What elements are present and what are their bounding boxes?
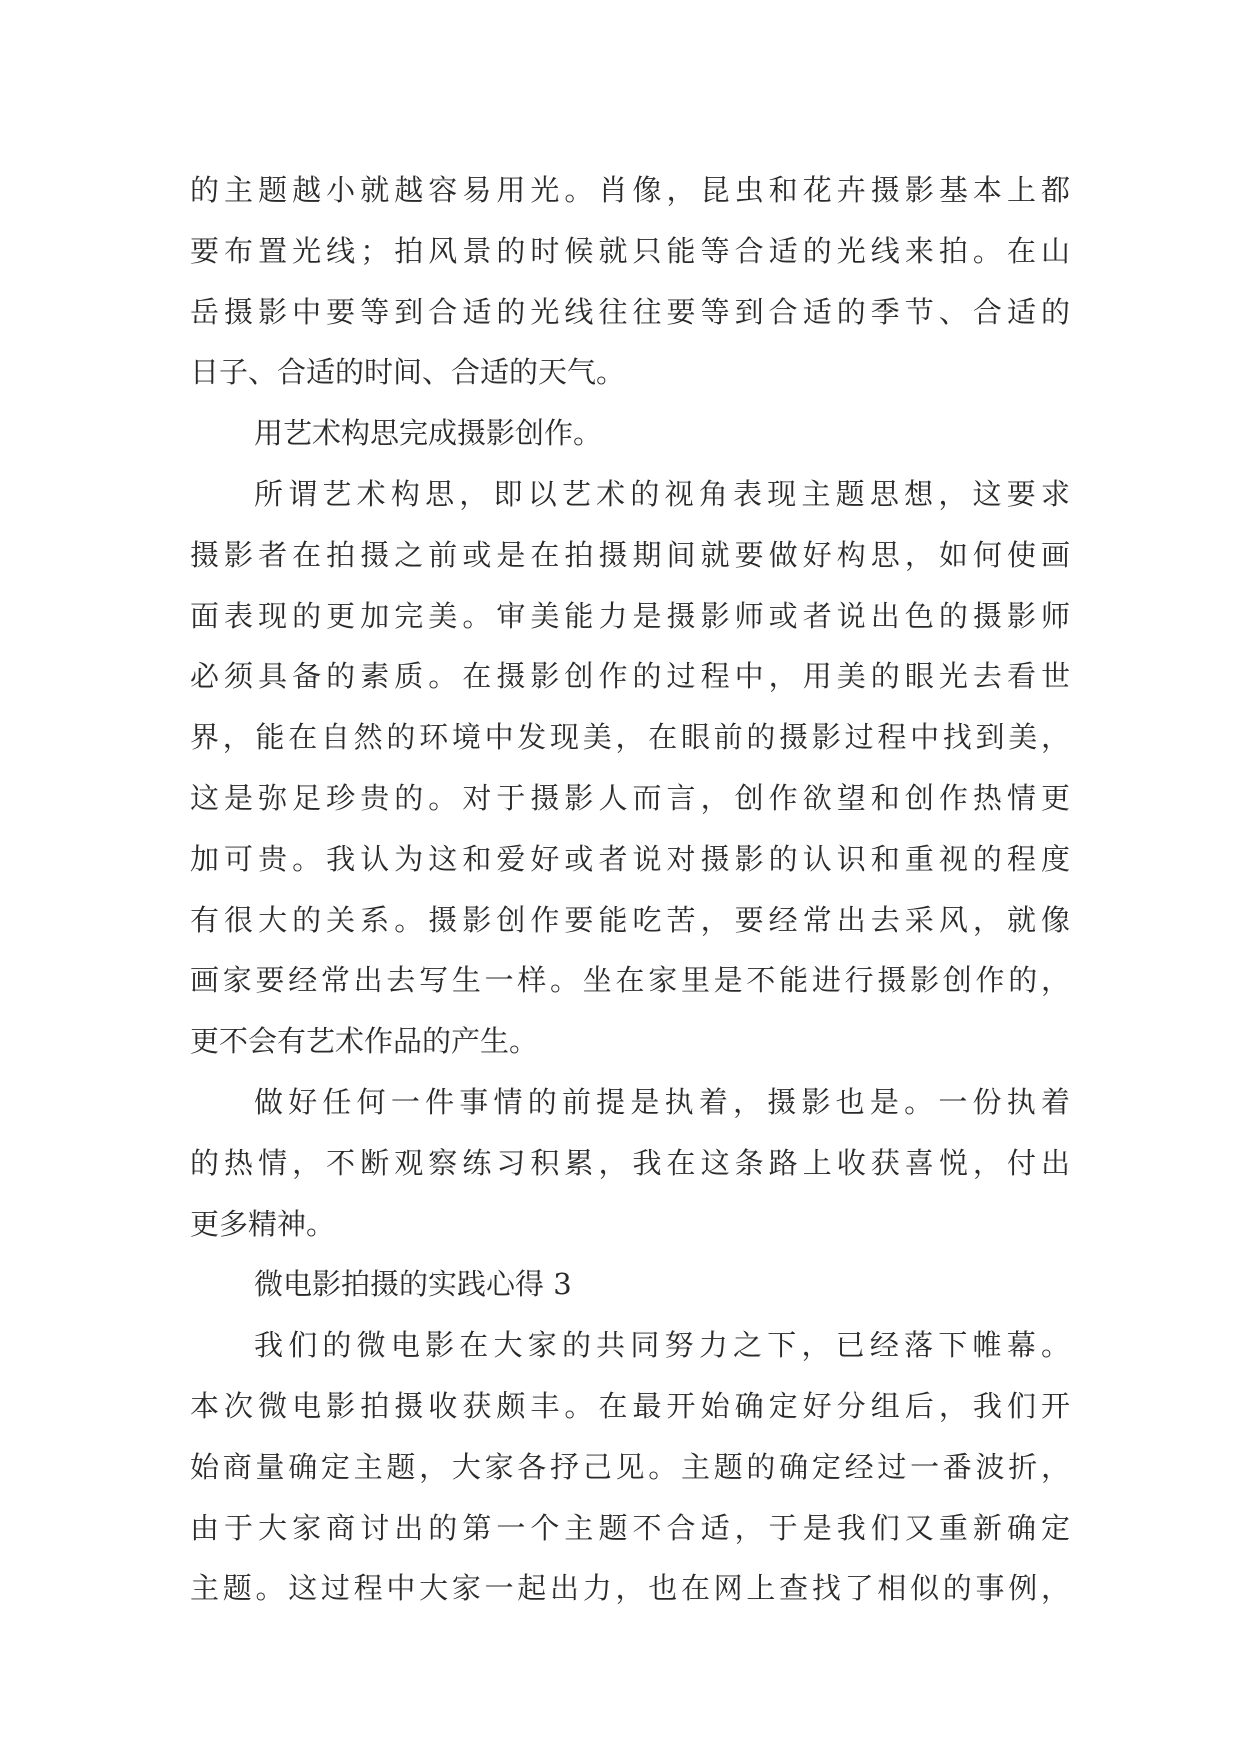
document-body: [190, 160, 1070, 1619]
paragraph-persistence: [190, 1072, 1070, 1254]
paragraph-lighting: [190, 160, 1070, 403]
text-line: 必须具备的素质。在摄影创作的过程中，用美的眼光去看世: [190, 659, 1070, 694]
text-line: 由于大家商讨出的第一个主题不合适，于是我们又重新确定: [190, 1510, 1070, 1545]
text-line: 岳摄影中要等到合适的光线往往要等到合适的季节、合适的: [190, 294, 1070, 329]
text-line: 做好任何一件事情的前提是执着，摄影也是。一份执着: [254, 1084, 1070, 1119]
paragraph-micro-film: [190, 1315, 1070, 1619]
text-line: 界，能在自然的环境中发现美，在眼前的摄影过程中找到美，: [190, 720, 1070, 755]
section-heading: [190, 1254, 1070, 1315]
text-line: 更多精神。: [190, 1206, 336, 1241]
text-line: 有很大的关系。摄影创作要能吃苦，要经常出去采风，就像: [190, 902, 1070, 937]
text-line: 始商量确定主题，大家各抒己见。主题的确定经过一番波折，: [190, 1449, 1070, 1484]
text-line: 所谓艺术构思，即以艺术的视角表现主题思想，这要求: [254, 476, 1070, 511]
section-title: 微电影拍摄的实践心得 3: [254, 1267, 572, 1302]
text-line: 摄影者在拍摄之前或是在拍摄期间就要做好构思，如何使画: [190, 537, 1070, 572]
text-line: 的热情，不断观察练习积累，我在这条路上收获喜悦，付出: [190, 1145, 1070, 1180]
paragraph-art-concept-heading: [190, 403, 1070, 464]
text-line: 我们的微电影在大家的共同努力之下，已经落下帷幕。: [254, 1328, 1070, 1363]
paragraph-art-concept: [190, 464, 1070, 1072]
text-line: 画家要经常出去写生一样。坐在家里是不能进行摄影创作的，: [190, 963, 1070, 998]
text-line: 主题。这过程中大家一起出力，也在网上查找了相似的事例，: [190, 1571, 1070, 1606]
text-line: 的主题越小就越容易用光。肖像，昆虫和花卉摄影基本上都: [190, 173, 1070, 207]
text-line: 本次微电影拍摄收获颇丰。在最开始确定好分组后，我们开: [190, 1388, 1070, 1423]
text-line: 这是弥足珍贵的。对于摄影人而言，创作欲望和创作热情更: [190, 780, 1070, 815]
text-line: 加可贵。我认为这和爱好或者说对摄影的认识和重视的程度: [190, 841, 1070, 876]
text-line: 面表现的更加完美。审美能力是摄影师或者说出色的摄影师: [190, 598, 1070, 633]
text-line: 更不会有艺术作品的产生。: [190, 1024, 539, 1059]
text-line: 要布置光线；拍风景的时候就只能等合适的光线来拍。在山: [190, 233, 1070, 268]
text-line: 日子、合适的时间、合适的天气。: [190, 355, 626, 390]
text-line: 用艺术构思完成摄影创作。: [254, 416, 603, 451]
